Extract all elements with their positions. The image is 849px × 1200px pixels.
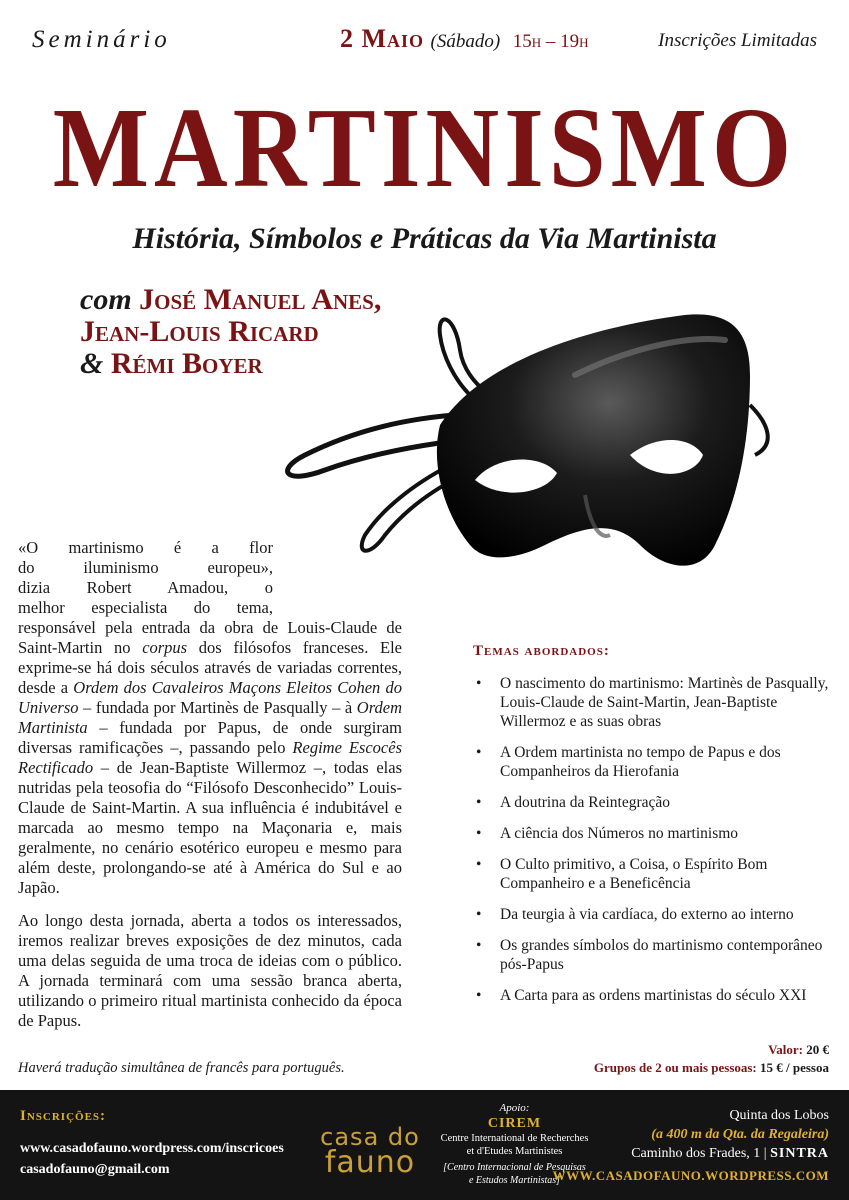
logo-line: casa do — [320, 1123, 420, 1151]
registration-title: Inscrições: — [20, 1108, 107, 1124]
footer — [0, 1090, 849, 1200]
price-group — [594, 1060, 829, 1076]
price-label: Valor: — [768, 1042, 803, 1057]
logo-line: fauno — [324, 1145, 416, 1180]
list-item: • A Carta para as ordens martinistas do século XXI — [474, 986, 834, 1005]
intro-line: dizia Robert Amadou, o — [18, 578, 273, 597]
list-item: • A doutrina da Reintegração — [474, 793, 834, 812]
casa-do-fauno-logo — [318, 1123, 422, 1180]
intro-paragraph — [18, 618, 402, 898]
website-link[interactable]: WWW.CASADOFAUNO.WORDPRESS.COM — [552, 1168, 829, 1183]
intro-italic: Ordem dos Cavaleiros Maçons Eleitos Cohen do Universo — [18, 678, 402, 717]
limited-registration: Inscrições Limitadas — [658, 30, 817, 51]
date-weekday: (Sábado) — [430, 31, 501, 52]
event-type: Seminário — [32, 26, 171, 53]
event-date — [340, 24, 588, 54]
event-hours: 15h – 19h — [512, 31, 589, 52]
page-subtitle: História, Símbolos e Práticas da Via Martinista — [132, 222, 717, 255]
date-day: 2 Maio — [340, 24, 425, 53]
intro-text: – fundada por Papus, de onde surgiram diversas ramificações –, passando pelo — [18, 718, 402, 757]
registration-email[interactable]: casadofauno@gmail.com — [20, 1162, 170, 1177]
intro-line: melhor especialista do tema, — [18, 598, 273, 617]
address-line: (a 400 m da Qta. da Regaleira) — [651, 1127, 829, 1142]
intro-text: – fundada por Martinès de Pasqually – à — [78, 698, 357, 717]
support-pt: e Estudos Martinistas] — [468, 1175, 561, 1186]
intro-quote — [18, 538, 273, 618]
address-line: Quinta dos Lobos — [729, 1108, 829, 1123]
intro-italic: Regime Escocês Rectificado — [18, 738, 402, 777]
topics-list — [474, 674, 834, 1017]
price-group-label: Grupos de 2 ou mais pessoas: — [593, 1060, 757, 1075]
support-pt: [Centro Internacional de Pesquisas — [443, 1162, 586, 1173]
speaker-2: Jean-Louis Ricard — [80, 315, 319, 348]
intro-text: – de Jean-Baptiste Willermoz –, todas elas nutridas pela teosofia do “Filósofo Desconhecido” Louis-Claude de Saint-Martin. A sua influência é indubitável e marcada ao mesmo tempo na Maçonaria e, mais geralmente, no cenário esotérico europeu e mesmo para além deste, prolongando-se até à América do Sul e ao Japão. — [18, 758, 402, 897]
list-item: • Os grandes símbolos do martinismo contemporâneo pós-Papus — [474, 936, 834, 974]
list-item: • Da teurgia à via cardíaca, do externo ao interno — [474, 905, 834, 924]
speaker-line-3 — [80, 347, 263, 381]
speaker-1: José Manuel Anes, — [139, 283, 382, 316]
topics-title: Temas abordados: — [473, 643, 610, 659]
intro-italic: corpus — [142, 638, 188, 657]
address-city: SINTRA — [770, 1146, 829, 1161]
address-line — [631, 1144, 829, 1163]
venue-address — [631, 1106, 829, 1163]
price-value: 20 € — [806, 1042, 829, 1057]
intro-line: do iluminismo europeu», — [18, 558, 273, 577]
price-group-value: 15 € / pessoa — [760, 1060, 829, 1075]
list-item: • O nascimento do martinismo: Martinès de Pasqually, Louis-Claude de Saint-Martin, Jean-Baptiste Willermoz e as suas obras — [474, 674, 834, 731]
list-item: • A ciência dos Números no martinismo — [474, 824, 834, 843]
list-item: • O Culto primitivo, a Coisa, o Espírito Bom Companheiro e a Beneficência — [474, 855, 834, 893]
intro-text: responsável pela entrada da obra de Louis-Claude de Saint-Martin no — [18, 618, 402, 657]
support-fr: et d'Etudes Martinistes — [466, 1146, 563, 1157]
translation-note: Haverá tradução simultânea de francês para português. — [18, 1060, 345, 1076]
intro-italic: Ordem Martinista — [18, 698, 402, 737]
support-name: CIREM — [487, 1116, 542, 1131]
speaker-prefix: com — [80, 283, 132, 316]
page-title: MARTINISMO — [52, 85, 797, 212]
speaker-3: Rémi Boyer — [110, 347, 263, 380]
program-paragraph: Ao longo desta jornada, aberta a todos os interessados, iremos realizar breves exposições de dez minutos, cada uma delas seguida de uma troca de ideias com o público. A jornada terminará com uma sessão branca aberta, utilizando o primeiro ritual martinista conhecido da época de Papus. — [18, 911, 402, 1030]
price-single — [768, 1042, 829, 1058]
address-street: Caminho dos Frades, 1 | — [631, 1146, 767, 1161]
support-label: Apoio: — [499, 1102, 530, 1114]
list-item: • A Ordem martinista no tempo de Papus e dos Companheiros da Hierofania — [474, 743, 834, 781]
support-fr: Centre International de Recherches — [440, 1133, 589, 1144]
venetian-mask-icon — [245, 295, 805, 595]
intro-line: «O martinismo é a flor — [18, 538, 273, 557]
registration-link[interactable]: www.casadofauno.wordpress.com/inscricoes — [20, 1141, 284, 1156]
speaker-ampersand: & — [80, 347, 104, 380]
intro-text: dos filósofos franceses. Ele exprime-se há dois séculos através de variadas correntes, desde a — [18, 638, 402, 697]
